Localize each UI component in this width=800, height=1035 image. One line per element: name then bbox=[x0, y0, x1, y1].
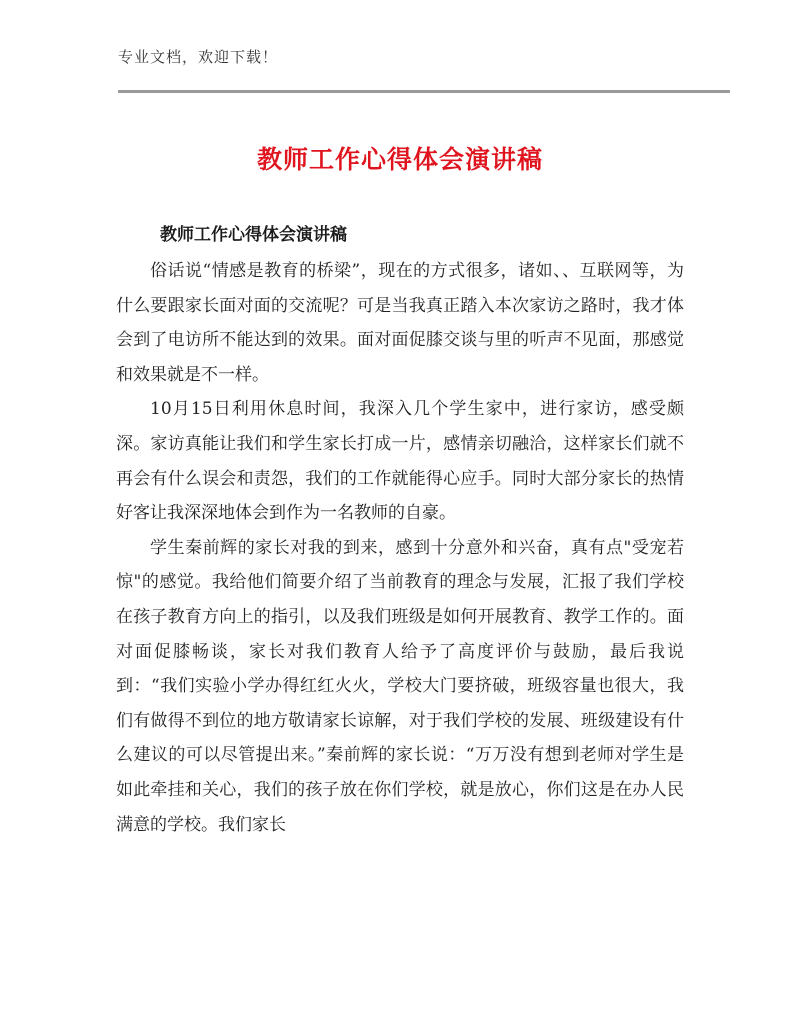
paragraph: 俗话说“情感是教育的桥梁”，现在的方式很多，诸如、、互联网等，为什么要跟家长面对面的交流呢？可是当我真正踏入本次家访之路时，我才体会到了电访所不能达到的效果。面对面促膝交谈与里的听声不见面，那感觉和效果就是不一样。 bbox=[116, 261, 684, 385]
document-subtitle: 教师工作心得体会演讲稿 bbox=[160, 225, 347, 245]
paragraph: 学生秦前辉的家长对我的到来，感到十分意外和兴奋，真有点"受宠若惊"的感觉。我给他们简要介绍了当前教育的理念与发展，汇报了我们学校在孩子教育方向上的指引，以及我们班级是如何开展教育、教学工作的。面对面促膝畅谈，家长对我们教育人给予了高度评价与鼓励，最后我说到：“我们实验小学办得红红火火，学校大门要挤破，班级容量也很大，我们有做得不到位的地方敬请家长谅解，对于我们学校的发展、班级建设有什么建议的可以尽管提出来。”秦前辉的家长说：“万万没有想到老师对学生是如此牵挂和关心，我们的孩子放在你们学校，就是放心，你们这是在办人民满意的学校。我们家长 bbox=[116, 537, 684, 835]
document-title: 教师工作心得体会演讲稿 bbox=[256, 145, 543, 174]
document-body bbox=[116, 254, 684, 842]
header-note: 专业文档，欢迎下载！ bbox=[118, 48, 279, 66]
header-divider bbox=[118, 90, 730, 93]
paragraph: 10月15日利用休息时间，我深入几个学生家中，进行家访，感受颇深。家访真能让我们和学生家长打成一片，感情亲切融洽，这样家长们就不再会有什么误会和责怨，我们的工作就能得心应手。同时大部分家长的热情好客让我深深地体会到作为一名教师的自豪。 bbox=[116, 399, 684, 524]
